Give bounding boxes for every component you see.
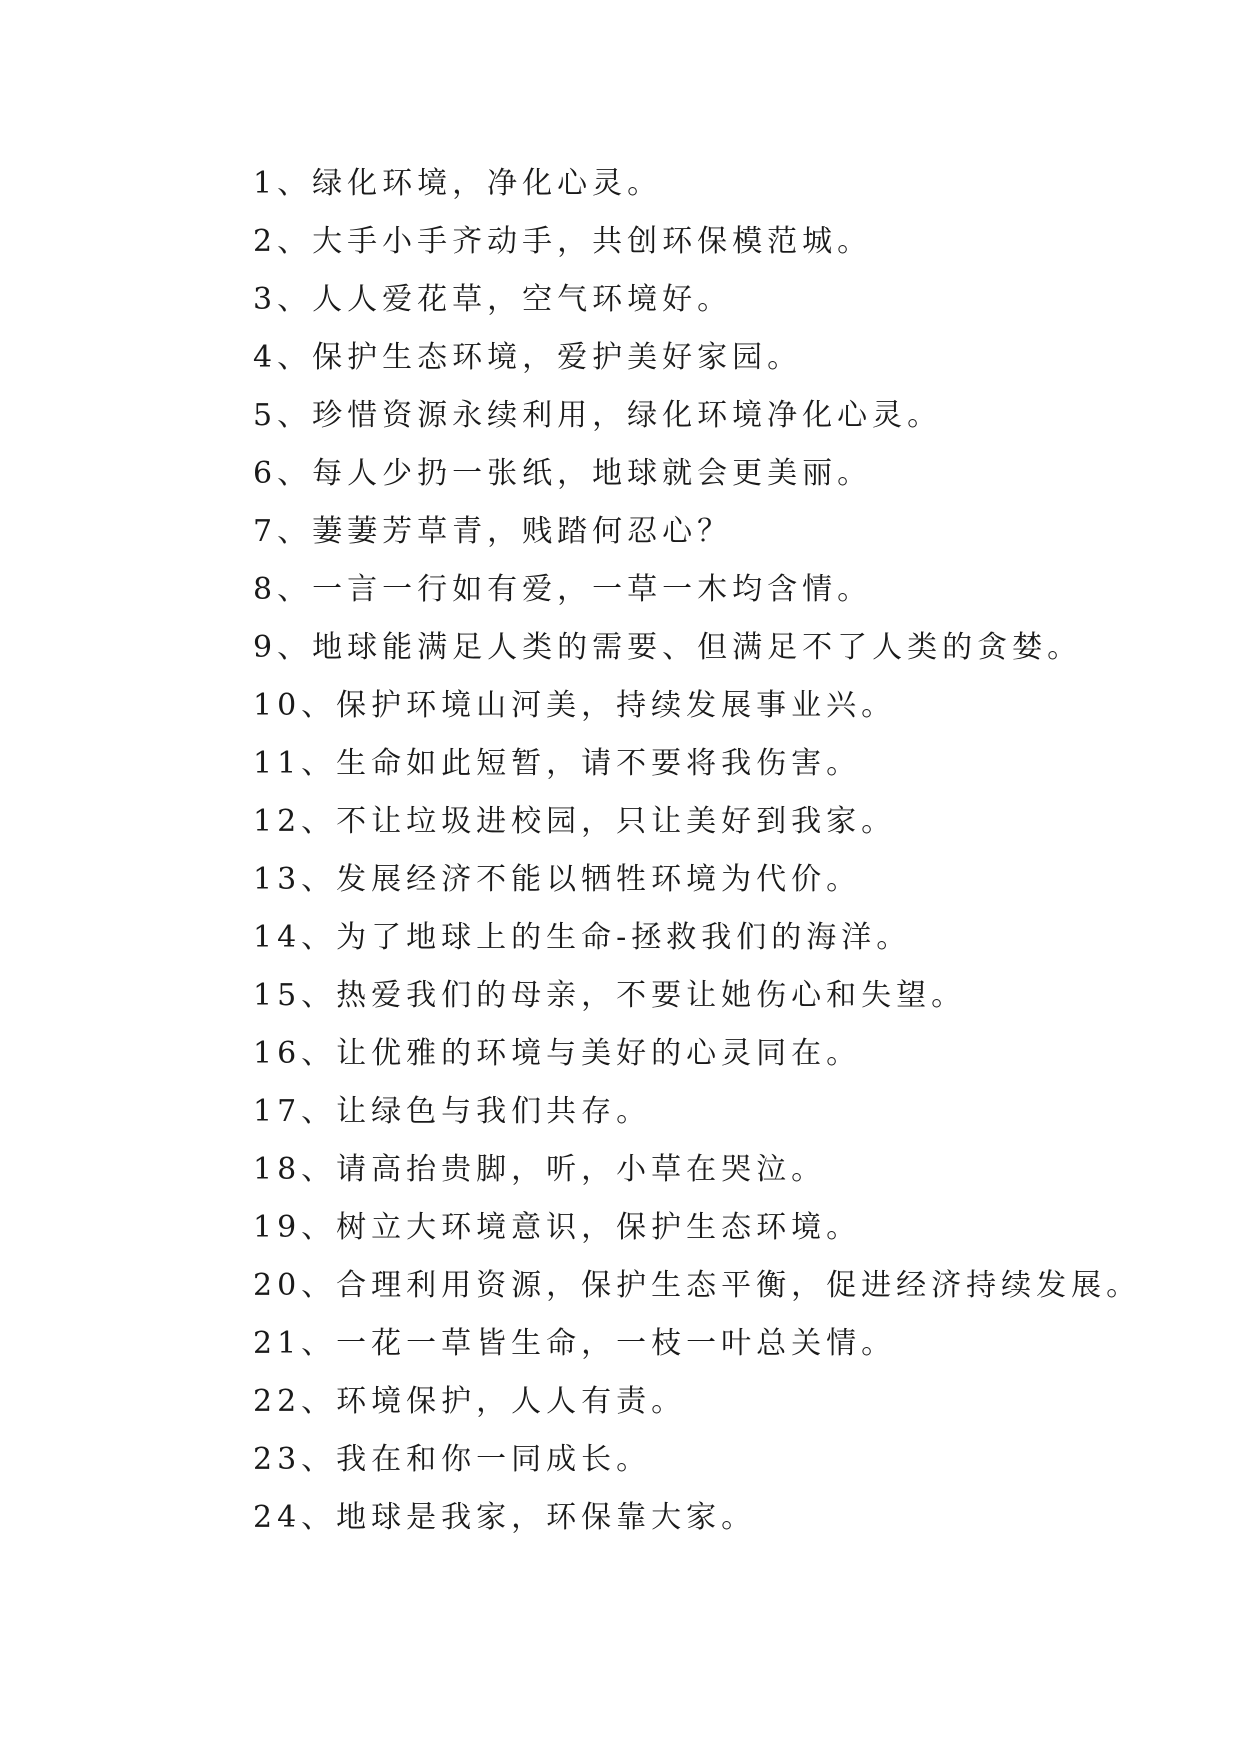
list-item: 23、我在和你一同成长。: [253, 1442, 652, 1477]
slogan-list: [253, 155, 1141, 1547]
list-item: 13、发展经济不能以牺牲环境为代价。: [253, 862, 862, 897]
list-item: 4、保护生态环境，爱护美好家园。: [253, 340, 803, 375]
list-item: 8、一言一行如有爱，一草一木均含情。: [253, 572, 873, 607]
list-item: 7、萋萋芳草青，贱踏何忍心？: [253, 514, 733, 549]
list-item: 24、地球是我家，环保靠大家。: [253, 1500, 757, 1535]
list-item: 22、环境保护，人人有责。: [253, 1384, 687, 1419]
list-item: 18、请高抬贵脚，听，小草在哭泣。: [253, 1152, 827, 1187]
list-item: 3、人人爱花草，空气环境好。: [253, 282, 733, 317]
list-item: 17、让绿色与我们共存。: [253, 1094, 652, 1129]
list-item: 2、大手小手齐动手，共创环保模范城。: [253, 224, 873, 259]
list-item: 15、热爱我们的母亲，不要让她伤心和失望。: [253, 978, 967, 1013]
list-item: 19、树立大环境意识，保护生态环境。: [253, 1210, 862, 1245]
list-item: 6、每人少扔一张纸，地球就会更美丽。: [253, 456, 873, 491]
list-item: 20、合理利用资源，保护生态平衡，促进经济持续发展。: [253, 1268, 1142, 1303]
list-item: 1、绿化环境，净化心灵。: [253, 166, 663, 201]
list-item: 5、珍惜资源永续利用，绿化环境净化心灵。: [253, 398, 943, 433]
list-item: 10、保护环境山河美，持续发展事业兴。: [253, 688, 897, 723]
list-item: 14、为了地球上的生命-拯救我们的海洋。: [253, 920, 912, 955]
list-item: 11、生命如此短暂，请不要将我伤害。: [253, 746, 862, 781]
list-item: 21、一花一草皆生命，一枝一叶总关情。: [253, 1326, 897, 1361]
list-item: 12、不让垃圾进校园，只让美好到我家。: [253, 804, 897, 839]
list-item: 9、地球能满足人类的需要、但满足不了人类的贪婪。: [253, 630, 1083, 665]
list-item: 16、让优雅的环境与美好的心灵同在。: [253, 1036, 862, 1071]
